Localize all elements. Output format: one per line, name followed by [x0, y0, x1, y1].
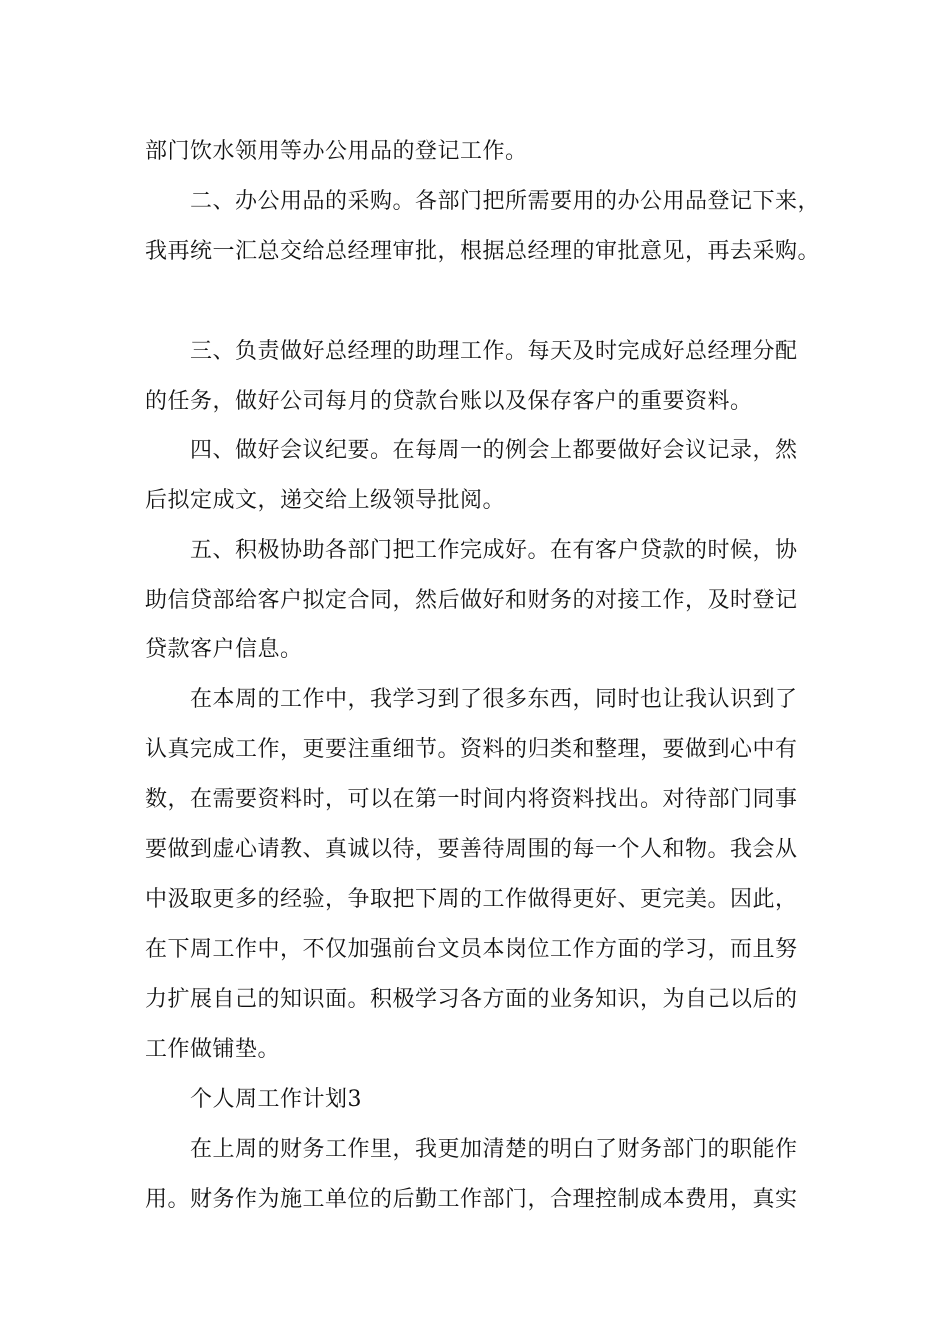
text-line: 贷款客户信息。: [145, 637, 303, 662]
text-line: 二、办公用品的采购。各部门把所需要用的办公用品登记下来，: [190, 189, 821, 214]
section-heading: 个人周工作计划3: [190, 1087, 362, 1112]
text-line: 后拟定成文，递交给上级领导批阅。: [145, 488, 506, 513]
text-line: 认真完成工作，更要注重细节。资料的归类和整理，要做到心中有: [145, 737, 798, 762]
text-line: 数，在需要资料时，可以在第一时间内将资料找出。对待部门同事: [145, 787, 798, 812]
text-line: 助信贷部给客户拟定合同，然后做好和财务的对接工作，及时登记: [145, 588, 798, 613]
text-line: 我再统一汇总交给总经理审批，根据总经理的审批意见，再去采购。: [145, 239, 821, 264]
text-line: 在下周工作中，不仅加强前台文员本岗位工作方面的学习，而且努: [145, 937, 798, 962]
text-line: 力扩展自己的知识面。积极学习各方面的业务知识，为自己以后的: [145, 987, 798, 1012]
text-line: 三、负责做好总经理的助理工作。每天及时完成好总经理分配: [190, 339, 798, 364]
text-line: 部门饮水领用等办公用品的登记工作。: [145, 139, 528, 164]
text-line: 要做到虚心请教、真诚以待，要善待周围的每一个人和物。我会从: [145, 837, 798, 862]
text-line: 五、积极协助各部门把工作完成好。在有客户贷款的时候，协: [190, 538, 798, 563]
text-line: 的任务，做好公司每月的贷款台账以及保存客户的重要资料。: [145, 389, 753, 414]
text-line: 四、做好会议纪要。在每周一的例会上都要做好会议记录，然: [190, 438, 798, 463]
text-line: 中汲取更多的经验，争取把下周的工作做得更好、更完美。因此，: [145, 887, 798, 912]
text-line: 在上周的财务工作里，我更加清楚的明白了财务部门的职能作: [190, 1137, 798, 1162]
text-line: 工作做铺垫。: [145, 1037, 281, 1062]
text-line: 在本周的工作中，我学习到了很多东西，同时也让我认识到了: [190, 687, 798, 712]
text-line: 用。财务作为施工单位的后勤工作部门，合理控制成本费用，真实: [145, 1187, 798, 1212]
